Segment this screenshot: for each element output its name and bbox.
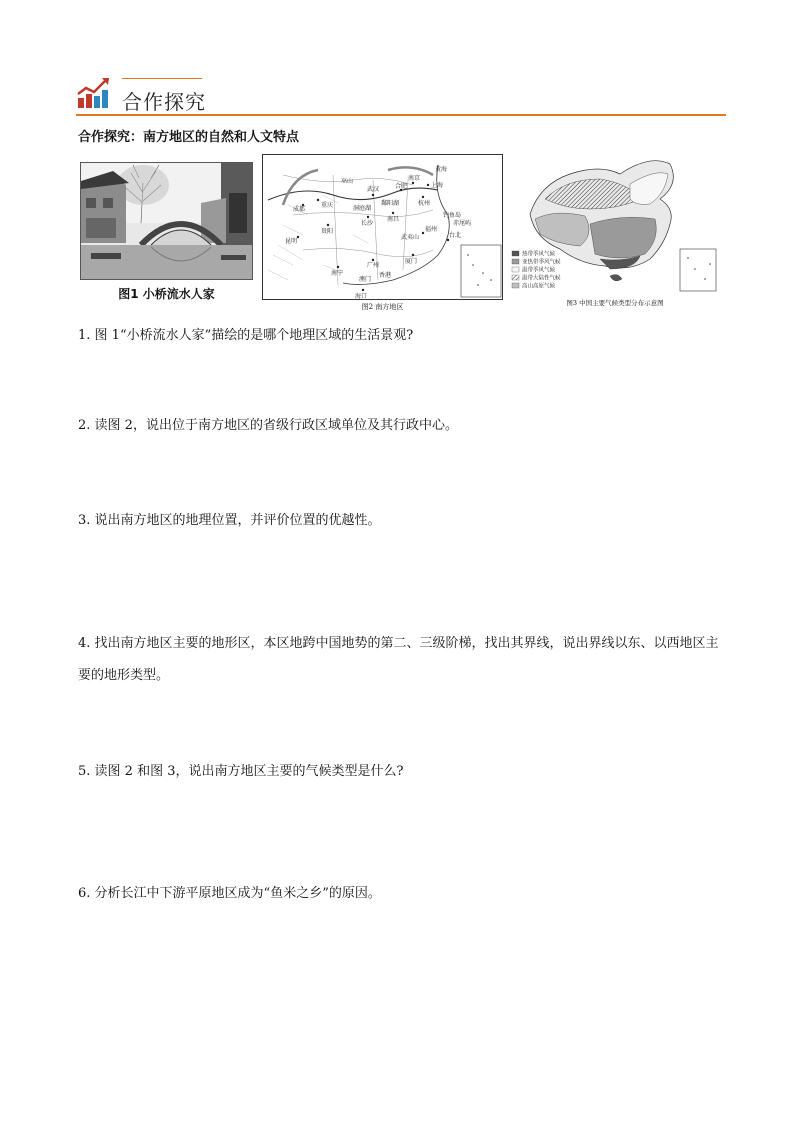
southern-region-map [263,155,503,300]
legend-item: 温带大陆性气候 [522,275,561,282]
section-subtitle: 合作探究：南方地区的自然和人文特点 [78,130,300,145]
question-text: 读图 2，说出位于南方地区的省级行政区域单位及其行政中心。 [94,418,458,433]
question-number: 3. [78,513,91,528]
svg-text:厦门: 厦门 [405,258,418,265]
question-number: 2. [78,418,91,433]
svg-text:广州: 广州 [367,262,380,269]
header-rule [76,114,726,116]
svg-text:成都: 成都 [293,206,306,213]
legend-item: 亚热带季风气候 [522,259,561,266]
question-text: 读图 2 和图 3，说出南方地区主要的气候类型是什么? [94,764,404,779]
svg-text:杭州: 杭州 [418,200,431,207]
svg-text:昆明: 昆明 [285,238,298,245]
svg-text:鄱阳湖: 鄱阳湖 [381,200,400,207]
question-text: 分析长江中下游平原地区成为“鱼米之乡”的原因。 [94,886,381,901]
question-1 [78,320,723,352]
svg-text:上海: 上海 [431,182,444,189]
svg-text:长沙: 长沙 [361,220,374,227]
question-number: 4. [78,636,91,651]
svg-text:巫山: 巫山 [341,178,354,185]
figure-1-caption: 图1 小桥流水人家 [118,287,215,301]
question-number: 6. [78,886,91,901]
figure-3-climate-map [510,154,720,294]
question-2 [78,410,723,442]
question-6 [78,878,723,910]
svg-text:南宁: 南宁 [331,270,344,277]
svg-text:重庆: 重庆 [321,202,334,209]
svg-text:南昌: 南昌 [387,216,400,223]
svg-text:台北: 台北 [449,232,462,239]
svg-text:合肥: 合肥 [395,183,408,190]
question-text: 找出南方地区主要的地形区，本区地跨中国地势的第二、三级阶梯，找出其界线，说出界线以东、以西地区主要的地形类型。 [78,636,719,683]
svg-text:赤尾屿: 赤尾屿 [453,220,472,227]
bridge-water-town-image [81,163,253,280]
svg-text:武汉: 武汉 [367,186,380,193]
section-header [76,74,726,118]
svg-text:南京: 南京 [408,175,421,182]
question-number: 1. [78,328,91,343]
question-text: 说出南方地区的地理位置，并评价位置的优越性。 [94,513,381,528]
svg-text:海口: 海口 [355,293,368,300]
svg-text:钓鱼岛: 钓鱼岛 [443,212,462,219]
figure-2-map [262,154,503,300]
legend-item: 温带季风气候 [522,267,556,274]
header-topline [122,78,202,79]
figure-2-caption: 图2 南方地区 [361,303,404,311]
question-text: 图 1“小桥流水人家”描绘的是哪个地理区域的生活景观? [94,328,414,343]
page-title: 合作探究 [122,90,206,114]
svg-text:澳门: 澳门 [359,276,372,283]
question-3 [78,505,723,537]
svg-text:黄海: 黄海 [435,166,448,173]
question-5 [78,756,723,788]
legend-item: 热带季风气候 [522,251,556,258]
svg-text:香港: 香港 [379,272,392,279]
figure-3-caption: 图3 中国主要气候类型分布示意图 [566,299,664,307]
question-4 [78,628,723,692]
svg-text:福州: 福州 [425,226,438,233]
svg-text:贵阳: 贵阳 [321,228,334,235]
svg-text:武夷山: 武夷山 [401,234,420,241]
svg-text:洞庭湖: 洞庭湖 [353,205,372,212]
legend-item: 高山高原气候 [522,283,556,290]
question-number: 5. [78,764,91,779]
bar-chart-trend-icon [76,76,110,110]
china-climate-map [510,154,720,294]
figure-1-photo [80,162,253,280]
